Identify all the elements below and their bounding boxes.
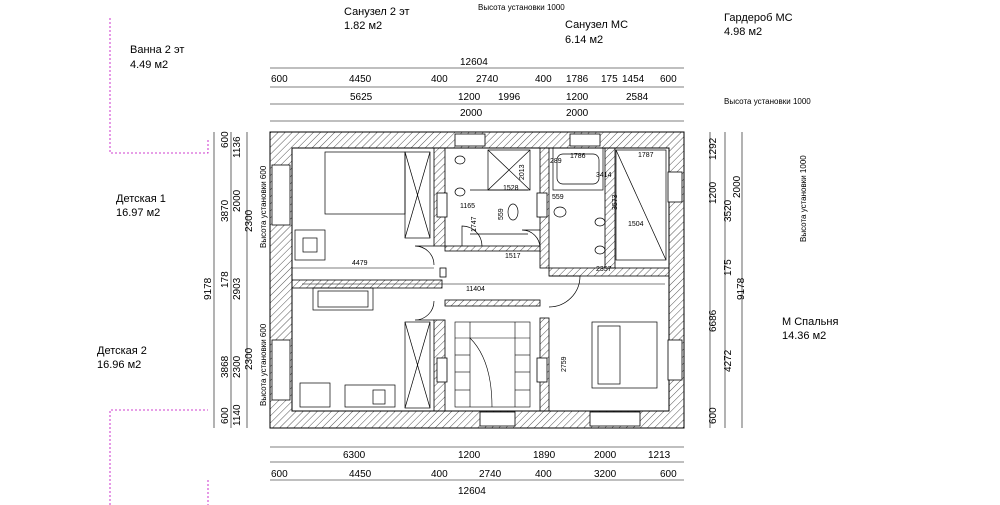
dim-label: 600 (271, 469, 288, 480)
dim-label: 4272 (723, 349, 734, 372)
room-area-vanna: 4.49 м2 (130, 59, 169, 71)
dim-label: 2000 (732, 175, 743, 198)
height-note: Высота установки 1000 (478, 3, 565, 12)
dim-label: 3200 (594, 469, 617, 480)
bed-icon (592, 322, 657, 388)
dim-label: 2740 (479, 469, 502, 480)
dim-bottom-total: 12604 (458, 486, 486, 497)
dim-label: 4450 (349, 74, 372, 85)
dim-label: 600 (271, 74, 288, 85)
dim-label: 1200 (458, 450, 481, 461)
dim-label: 400 (535, 469, 552, 480)
dim-label: 2357 (596, 266, 612, 273)
dim-label: 1136 (232, 136, 243, 158)
dim-label: 6300 (343, 450, 366, 461)
dim-label: 1996 (498, 92, 521, 103)
room-area-sanuzel2: 1.82 м2 (344, 20, 383, 32)
dim-label: 4479 (352, 260, 368, 267)
room-area-detskaya1: 16.97 м2 (116, 207, 161, 219)
dim-label: 2000 (594, 450, 617, 461)
dim-left-total: 9178 (203, 277, 214, 300)
dim-label: 600 (660, 74, 677, 85)
dim-label: 11404 (466, 286, 485, 293)
room-name-sanuzel-ms: Санузел МС (565, 19, 629, 31)
dim-label: 1165 (460, 203, 476, 210)
dim-label: 3870 (220, 199, 231, 222)
dim-label: 3414 (596, 172, 612, 179)
dim-label: 1292 (708, 137, 719, 160)
dim-label: 1786 (566, 74, 589, 85)
toilet-icon (508, 204, 518, 220)
dim-label: 1200 (458, 92, 481, 103)
dim-label: 1786 (570, 153, 586, 160)
room-name-garderob: Гардероб МС (724, 12, 793, 24)
dim-label: 600 (708, 407, 719, 424)
dim-label: 3520 (723, 199, 734, 222)
dim-label: 559 (498, 208, 505, 220)
room-area-garderob: 4.98 м2 (724, 26, 763, 38)
dim-label: 1517 (505, 253, 521, 260)
dim-label: 2000 (460, 108, 483, 119)
dim-label: 600 (220, 131, 231, 148)
dim-label: 4450 (349, 469, 372, 480)
dim-label: 400 (431, 74, 448, 85)
staircase (455, 322, 530, 407)
dim-label: 3573 (612, 194, 619, 210)
dim-label: 2013 (519, 164, 526, 180)
dim-top-total: 12604 (460, 57, 488, 68)
dim-label: 6686 (708, 309, 719, 332)
room-area-detskaya2: 16.96 м2 (97, 359, 142, 371)
dim-label: 400 (431, 469, 448, 480)
dim-label: 1528 (503, 185, 519, 192)
dim-label: 2903 (232, 277, 243, 300)
dim-label: 1213 (648, 450, 671, 461)
toilet-icon (554, 207, 566, 217)
dim-label: 1454 (622, 74, 645, 85)
interior-walls (292, 148, 669, 411)
dim-label: 289 (550, 158, 562, 165)
bottom-dimensions (271, 450, 677, 497)
dim-label: 1140 (232, 404, 243, 426)
dim-label: 3868 (220, 355, 231, 378)
dim-label: 175 (601, 74, 618, 85)
top-dimensions (271, 57, 677, 119)
dim-label: 600 (660, 469, 677, 480)
dim-label: 2584 (626, 92, 649, 103)
room-name-spalnya: М Спальня (782, 316, 839, 328)
dim-label: 2300 (244, 347, 255, 370)
height-note: Высота установки 600 (259, 323, 268, 406)
dim-label: 2740 (476, 74, 499, 85)
dim-label: 1200 (566, 92, 589, 103)
dim-label: 600 (220, 407, 231, 424)
desk-icon (300, 383, 330, 407)
guide-lines (110, 18, 208, 505)
right-dimensions (708, 137, 747, 424)
room-name-detskaya1: Детская 1 (116, 193, 166, 205)
dim-label: 1747 (471, 216, 478, 232)
dim-label: 5625 (350, 92, 373, 103)
dim-label: 175 (723, 259, 734, 276)
dim-right-total: 9178 (736, 277, 747, 300)
dim-label: 400 (535, 74, 552, 85)
dim-label: 1890 (533, 450, 556, 461)
dim-label: 2300 (244, 209, 255, 232)
dim-label: 2759 (561, 356, 568, 372)
dim-label: 2000 (232, 189, 243, 212)
height-note: Высота установки 600 (259, 165, 268, 248)
room-name-detskaya2: Детская 2 (97, 345, 147, 357)
dim-label: 178 (220, 271, 231, 288)
dim-label: 2000 (566, 108, 589, 119)
dim-label: 2300 (232, 355, 243, 378)
dim-label: 1504 (628, 221, 644, 228)
dim-label: 1200 (708, 181, 719, 204)
height-note: Высота установки 1000 (724, 97, 811, 106)
bed-icon (325, 152, 405, 214)
room-name-sanuzel2: Санузел 2 эт (344, 6, 410, 18)
height-note: Высота установки 1000 (799, 155, 808, 242)
dim-label: 559 (552, 194, 564, 201)
radiators (437, 193, 547, 382)
room-area-sanuzel-ms: 6.14 м2 (565, 34, 604, 46)
dim-label: 1787 (638, 152, 654, 159)
desk-icon (295, 230, 325, 260)
room-name-vanna: Ванна 2 эт (130, 44, 185, 56)
room-area-spalnya: 14.36 м2 (782, 330, 827, 342)
